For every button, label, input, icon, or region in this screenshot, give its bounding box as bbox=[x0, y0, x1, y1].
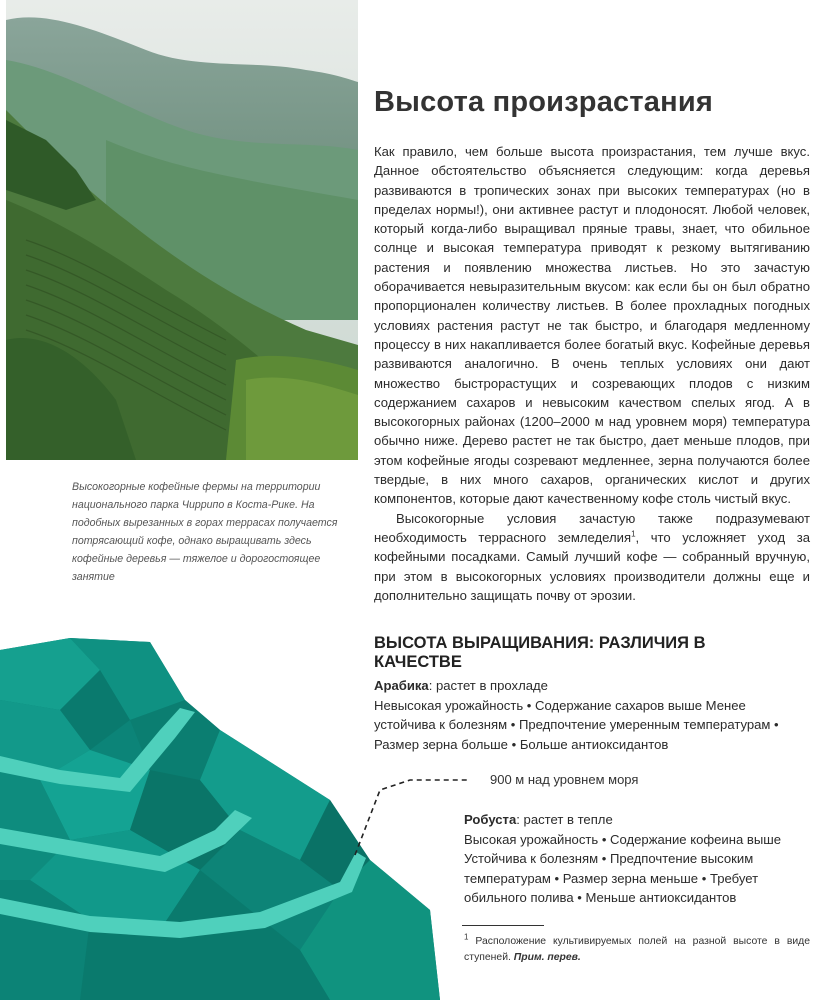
robusta-condition: : растет в тепле bbox=[516, 812, 613, 827]
robusta-block bbox=[464, 810, 810, 908]
footnote-reference: 1 bbox=[631, 529, 636, 539]
robusta-traits: Высокая урожайность • Содержание кофеина выше Устойчива к болезням • Предпочтение высоким температурам • Размер зерна меньше • Требует обильного полива • Меньше антиоксидантов bbox=[464, 831, 782, 905]
photo-illustration bbox=[6, 0, 358, 460]
altitude-marker-label: 900 м над уровнем моря bbox=[490, 772, 639, 787]
footnote-marker: 1 bbox=[464, 932, 469, 942]
paragraph-2-start: Высокогорные условия зачастую также подразумевают необходимость террасного земледелия bbox=[374, 510, 810, 545]
body-text bbox=[374, 142, 810, 605]
terraced-mountain-illustration bbox=[0, 630, 470, 1000]
altitude-dashed-pointer bbox=[355, 780, 470, 855]
footnote-divider bbox=[462, 925, 544, 926]
body-paragraph-2 bbox=[374, 509, 810, 605]
caption-text: Высокогорные кофейные фермы на территории национального парка Чиррипо в Коста-Рике. На подобных вырезанных в горах террасах получается потрясающий кофе, однако выращивать здесь кофейные деревья — тяжелое и дорогостоящее занятие bbox=[72, 481, 338, 583]
paragraph-2-end: , что усложняет уход за кофейными посадками. Самый лучший кофе — собранный вручную, при этом в высокогорных условиях производители должны еще и дополнительно защищать почву от эрозии. bbox=[374, 529, 810, 603]
page-title: Высота произрастания bbox=[374, 86, 713, 118]
body-paragraph-1: Как правило, чем больше высота произрастания, тем лучше вкус. Данное обстоятельство объясняется следующим: когда деревья развиваются в тропических зонах при высоких температурах (но в пределах нормы!), они активнее растут и плодоносят. Любой человек, который когда-либо выращивал пряные травы, знает, что обильное солнце и высокая температура приводят к резкому вытягиванию растения и появлению множества листьев. Но это зачастую оборачивается невыразительным вкусом: как если бы он был обратно пропорционален количеству листьев. В более прохладных погодных условиях растения растут не так быстро, и благодаря медленному процессу в них накапливается более богатый вкус. Кофейные деревья развиваются аналогично. В очень теплых условиях они дают множество быстрорастущих и созревающих плодов с низким содержанием сахаров и невысоким качеством спелых ягод. А в высокогорных районах (1200–2000 м над уровнем моря) температура обычно ниже. Дерево растет не так быстро, дает меньше плодов, при этом кофейные ягоды созревают медленнее, зерна получаются более твердые, в них много сахаров, органических кислот и других компонентов, которые дают качественному кофе столь чистый вкус. bbox=[374, 144, 810, 507]
footnote-body: Расположение культивируемых полей на разной высоте в виде ступеней. bbox=[464, 936, 810, 963]
section-heading: ВЫСОТА ВЫРАЩИВАНИЯ: РАЗЛИЧИЯ В КАЧЕСТВЕ bbox=[374, 634, 706, 671]
footnote bbox=[464, 934, 810, 966]
robusta-name: Робуста bbox=[464, 812, 517, 827]
arabica-condition: : растет в прохладе bbox=[428, 678, 548, 693]
arabica-traits: Невысокая урожайность • Содержание сахаров выше Менее устойчива к болезням • Предпочтение умеренным температурам • Размер зерна больше • Больше антиоксидантов bbox=[374, 697, 779, 752]
robusta-heading bbox=[464, 810, 810, 830]
photo-caption bbox=[72, 478, 356, 586]
footnote-text bbox=[464, 934, 810, 966]
arabica-name: Арабика bbox=[374, 678, 429, 693]
footnote-source: Прим. перев. bbox=[513, 952, 581, 963]
mountain-coffee-farm-photo bbox=[6, 0, 358, 460]
